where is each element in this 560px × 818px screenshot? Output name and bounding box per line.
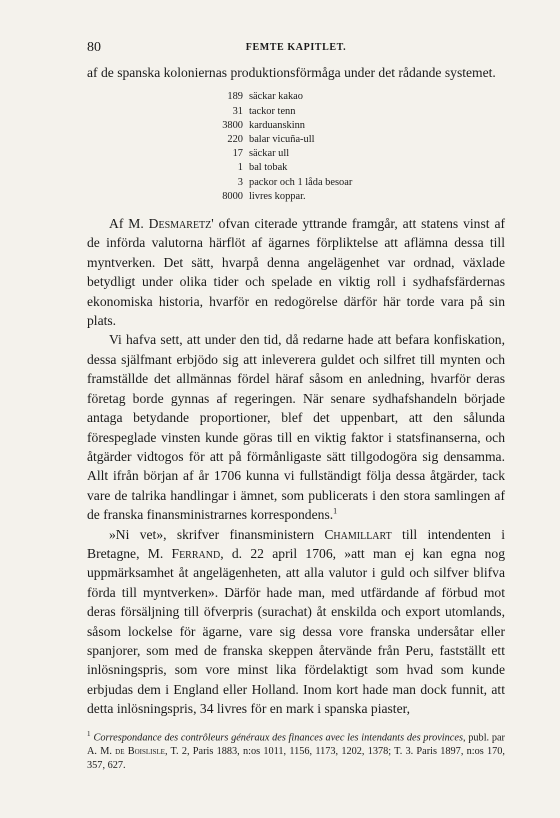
cargo-row bbox=[205, 105, 505, 119]
cargo-quantity: 220 bbox=[227, 134, 243, 146]
person-name-ferrand: Ferrand bbox=[171, 545, 221, 561]
cargo-row bbox=[205, 119, 505, 133]
paragraph-confiscation bbox=[87, 330, 505, 524]
footnote-reference: 1 bbox=[333, 506, 338, 516]
footnote-mid: , publ. par A. M. bbox=[87, 732, 505, 758]
footnote-rest: , T. 2, Paris 1883, n:os 1011, 1156, 1173, 1202, 1378; T. 3. Paris 1897, n:os 170, 357, 627. bbox=[87, 746, 506, 772]
cargo-item: bal tobak bbox=[249, 162, 288, 174]
cargo-quantity: 3800 bbox=[222, 119, 243, 131]
cargo-item: tackor tenn bbox=[249, 105, 296, 117]
text-middle: till intendenten i Bretagne, M. bbox=[87, 526, 505, 561]
cargo-quantity: 1 bbox=[237, 162, 243, 174]
footnote-editor-particle: de bbox=[115, 746, 125, 758]
footnote-title: Correspondance des contrôleurs généraux des finances avec les intendants des provinces bbox=[93, 732, 463, 744]
paragraph-chamillart bbox=[87, 525, 505, 719]
cargo-row bbox=[205, 147, 505, 161]
cargo-row bbox=[205, 190, 505, 204]
cargo-quantity: 8000 bbox=[222, 190, 243, 202]
paragraph-desmaretz bbox=[87, 214, 505, 330]
cargo-item: balar vicuña-ull bbox=[249, 134, 315, 146]
cargo-item: karduanskinn bbox=[249, 119, 305, 131]
chapter-title: FEMTE KAPITLET. bbox=[245, 42, 347, 53]
quote-open: »Ni vet», skrifver finansministern bbox=[109, 526, 325, 542]
paragraph-rest: ' ofvan citerade yttrande framgår, att statens vinst af de införda valutorna härflöt af ägarnes förpliktelse att aflämna dessa till myntverken. Det sätt, hvarpå denna angelägenhet var ordnad, växlade betydligt under olika tider och spelade en viktig roll i sydhafsfärdernas ekonomiska historia, hvarför en redogörelse därför här torde vara på sin plats. bbox=[87, 216, 505, 329]
cargo-item: säckar kakao bbox=[249, 91, 303, 103]
running-header bbox=[87, 40, 505, 56]
cargo-list bbox=[87, 90, 505, 204]
cargo-quantity: 3 bbox=[237, 176, 243, 188]
cargo-quantity: 31 bbox=[232, 105, 243, 117]
footnote-editor: Boislisle bbox=[127, 746, 165, 758]
person-name-chamillart: Chamillart bbox=[324, 526, 392, 542]
cargo-quantity: 189 bbox=[227, 91, 243, 103]
cargo-item: livres koppar. bbox=[249, 190, 306, 202]
cargo-row bbox=[205, 176, 505, 190]
cargo-quantity: 17 bbox=[232, 148, 243, 160]
cargo-item: packor och 1 låda besoar bbox=[249, 176, 353, 188]
person-name-desmaretz: Desmaretz bbox=[148, 216, 212, 232]
paragraph-text: Vi hafva sett, att under den tid, då redarne hade att befara konfiskation, dessa själfmant erbjödo sig att inleverera guldet och silfret till mynten och framställde det allmännas fördel häraf såsom en anledning, hvarför deras företag borde gynnas af regeringen. När senare sydhafshandeln började antaga betydande proportioner, blef det uppenbart, att den sålunda förespeglade vinsten kunde göras till en viktig faktor i statsfinanserna, och åtgärder vidtogos för att på förmånligaste sätt tillgodogöra sig densamma. Allt ifrån början af år 1706 kunna vi fullständigt följa dessa åtgärder, tack vare de talrika handlingar i ämnet, som publicerats i den stora samlingen af de franska finansministrarnes korrespondens. bbox=[87, 332, 505, 523]
footnote bbox=[87, 727, 505, 773]
cargo-item: säckar ull bbox=[249, 148, 290, 160]
cargo-row bbox=[205, 161, 505, 175]
main-text bbox=[87, 63, 505, 719]
cargo-row bbox=[205, 133, 505, 147]
cargo-row bbox=[205, 90, 505, 104]
paragraph-start: Af M. bbox=[109, 216, 149, 232]
intro-paragraph: af de spanska koloniernas produktionsförmåga under det rådande systemet. bbox=[87, 65, 496, 80]
paragraph-rest: , d. 22 april 1706, »att man ej kan egna nog uppmärksamhet åt angelägenheten, att alla valutor i guld och silfver blifva förda till myntverken». Därför hade man, med utfärdande af förbud mot deras försäljning till öfverpris (surachat) åt enskilda och export utomlands, såsom lockelse för ägarne, vare sig dessa vore franska undersåtar eller spanjorer, som med de franska skeppen återvände från Peru, fastställt ett inlösningspris, som vore minst lika fördelaktigt som hvad som kunde erbjudas dem i England eller Holland. Inom kort hade man dock funnit, att detta inlösningspris, 34 livres för en mark i spanska piaster, bbox=[87, 545, 505, 717]
footnote-number: 1 bbox=[87, 730, 91, 738]
page-number: 80 bbox=[87, 40, 101, 55]
